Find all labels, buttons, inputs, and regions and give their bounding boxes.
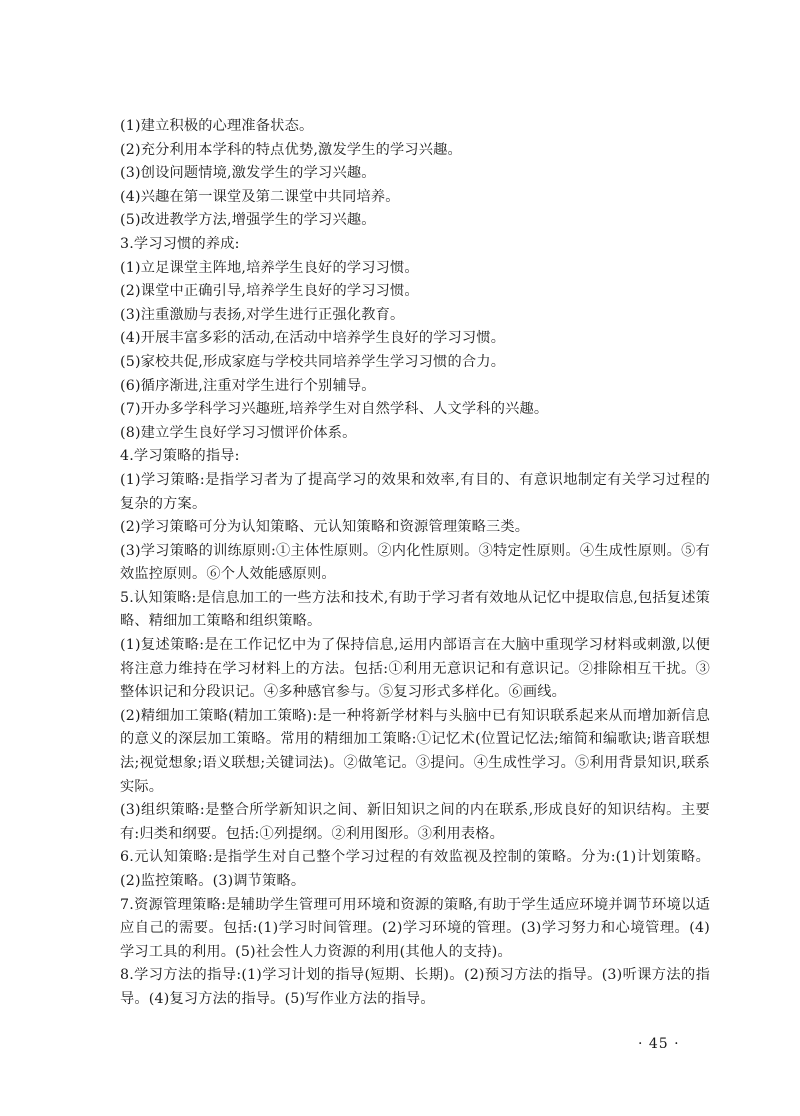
paragraph: (5)改进教学方法,增强学生的学习兴趣。 (120, 212, 376, 229)
paragraph: (5)家校共促,形成家庭与学校共同培养学生学习习惯的合力。 (120, 353, 506, 370)
paragraph: (4)兴趣在第一课堂及第二课堂中共同培养。 (120, 188, 400, 205)
paragraph: 6.元认知策略:是指学生对自己整个学习过程的有效监视及控制的策略。分为:(1)计划策略。(2)监控策略。(3)调节策略。 (120, 849, 710, 889)
paragraph: 5.认知策略:是信息加工的一些方法和技术,有助于学习者有效地从记忆中提取信息,包括复述策略、精细加工策略和组织策略。 (120, 589, 710, 630)
paragraph: (3)注重激励与表扬,对学生进行正强化教育。 (120, 306, 405, 323)
paragraph: (1)建立积极的心理准备状态。 (120, 118, 314, 134)
paragraph: (1)学习策略:是指学习者为了提高学习的效果和效率,有目的、有意识地制定有关学习过程的复杂的方案。 (120, 471, 710, 512)
paragraph: (6)循序渐进,注重对学生进行个别辅导。 (120, 377, 376, 394)
paragraph: 8.学习方法的指导:(1)学习计划的指导(短期、长期)。(2)预习方法的指导。(3)听课方法的指导。(4)复习方法的指导。(5)写作业方法的指导。 (120, 967, 710, 1007)
paragraph: (3)组织策略:是整合所学新知识之间、新旧知识之间的内在联系,形成良好的知识结构。主要有:归类和纲要。包括:①列提纲。②利用图形。③利用表格。 (120, 802, 710, 842)
section-heading: 3.学习习惯的养成: (120, 235, 240, 252)
paragraph: (3)创设问题情境,激发学生的学习兴趣。 (120, 165, 376, 182)
section-heading: 4.学习策略的指导: (120, 448, 240, 465)
paragraph: 7.资源管理策略:是辅助学生管理可用环境和资源的策略,有助于学生适应环境并调节环境以适应自己的需要。包括:(1)学习时间管理。(2)学习环境的管理。(3)学习努力和心境管理。(4)学习工具的利用。(5)社会性人力资源的利用(其他人的支持)。 (120, 896, 710, 960)
paragraph: (2)精细加工策略(精加工策略):是一种将新学材料与头脑中已有知识联系起来从而增加新信息的意义的深层加工策略。常用的精细加工策略:①记忆术(位置记忆法;缩简和编歌诀;谐音联想法;视觉想象;语义联想;关键词法)。②做笔记。③提问。④生成性学习。⑤利用背景知识,联系实际。 (120, 707, 710, 795)
page-number: · 45 · (638, 1036, 680, 1052)
paragraph: (3)学习策略的训练原则:①主体性原则。②内化性原则。③特定性原则。④生成性原则。⑤有效监控原则。⑥个人效能感原则。 (120, 542, 710, 583)
paragraph: (8)建立学生良好学习习惯评价体系。 (120, 424, 357, 441)
paragraph: (4)开展丰富多彩的活动,在活动中培养学生良好的学习习惯。 (120, 330, 506, 347)
paragraph: (1)立足课堂主阵地,培养学生良好的学习习惯。 (120, 259, 419, 276)
paragraph: (1)复述策略:是在工作记忆中为了保持信息,运用内部语言在大脑中重现学习材料或刺激,以便将注意力维持在学习材料上的方法。包括:①利用无意识记和有意识记。②排除相互干扰。③整体识记和分段识记。④多种感官参与。⑤复习形式多样化。⑥画线。 (120, 637, 710, 701)
body-text (120, 115, 710, 1012)
paragraph: (2)充分利用本学科的特点优势,激发学生的学习兴趣。 (120, 141, 462, 158)
paragraph: (7)开办多学科学习兴趣班,培养学生对自然学科、人文学科的兴趣。 (120, 401, 549, 418)
paragraph: (2)课堂中正确引导,培养学生良好的学习习惯。 (120, 283, 419, 300)
paragraph: (2)学习策略可分为认知策略、元认知策略和资源管理策略三类。 (120, 519, 530, 536)
